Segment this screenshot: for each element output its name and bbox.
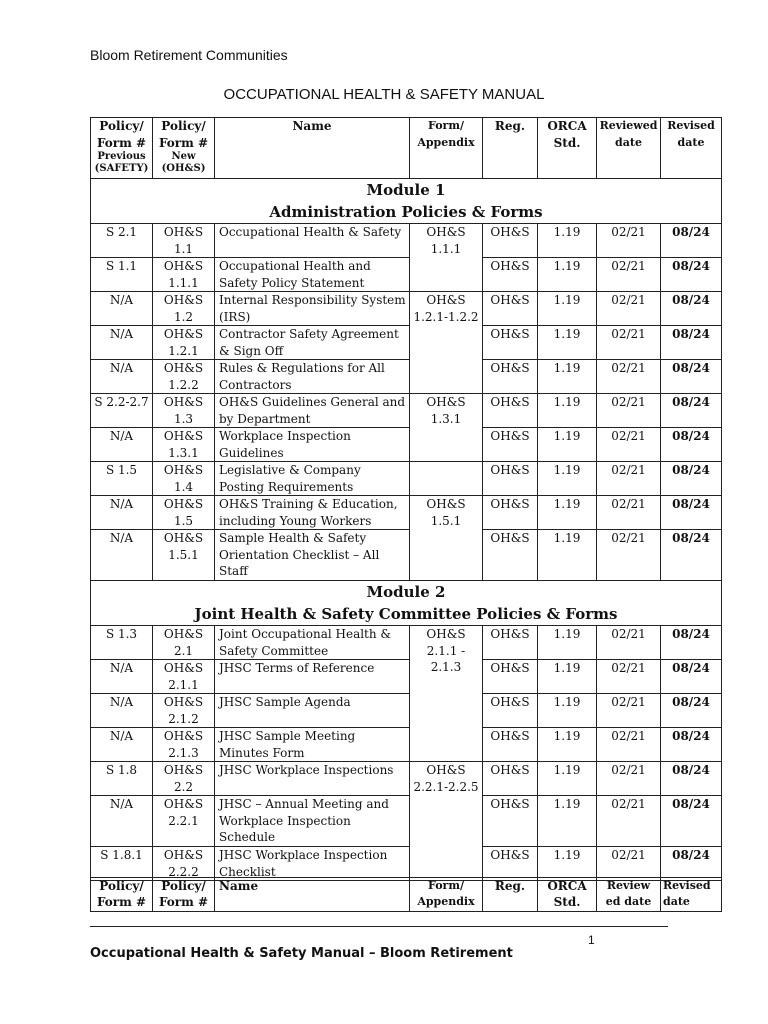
policy-previous: N/A bbox=[91, 496, 153, 530]
policy-new: OH&S 2.1.1 bbox=[153, 660, 215, 694]
table-row bbox=[91, 428, 722, 462]
form-appendix: OH&S 1.5.1 bbox=[410, 496, 483, 581]
module-2-title: Module 2 bbox=[366, 583, 446, 601]
policy-previous: S 1.3 bbox=[91, 626, 153, 660]
policy-name: JHSC Sample Agenda bbox=[215, 694, 410, 728]
reg: OH&S bbox=[483, 394, 538, 428]
policy-name: JHSC Workplace Inspections bbox=[215, 762, 410, 796]
reg: OH&S bbox=[483, 694, 538, 728]
policy-new: OH&S 1.1.1 bbox=[153, 258, 215, 292]
form-appendix: OH&S 1.2.1-1.2.2 bbox=[410, 292, 483, 394]
form-appendix: OH&S 2.2.1-2.2.5 bbox=[410, 762, 483, 881]
policy-previous: N/A bbox=[91, 326, 153, 360]
reviewed-date: 02/21 bbox=[597, 428, 661, 462]
reg: OH&S bbox=[483, 496, 538, 530]
reviewed-date: 02/21 bbox=[597, 496, 661, 530]
orca-std: 1.19 bbox=[538, 847, 597, 881]
reviewed-date: 02/21 bbox=[597, 360, 661, 394]
reg: OH&S bbox=[483, 762, 538, 796]
reviewed-date: 02/21 bbox=[597, 326, 661, 360]
revised-date: 08/24 bbox=[661, 360, 722, 394]
policy-new: OH&S 2.2 bbox=[153, 762, 215, 796]
table-row bbox=[91, 847, 722, 881]
policy-name: OH&S Training & Education, including Young Workers bbox=[215, 496, 410, 530]
revised-date: 08/24 bbox=[661, 796, 722, 847]
policy-new: OH&S 1.3.1 bbox=[153, 428, 215, 462]
revised-date: 08/24 bbox=[661, 530, 722, 581]
table-row bbox=[91, 360, 722, 394]
reg: OH&S bbox=[483, 462, 538, 496]
orca-std: 1.19 bbox=[538, 660, 597, 694]
policy-name: Occupational Health and Safety Policy Statement bbox=[215, 258, 410, 292]
footer-header-orca: ORCA Std. bbox=[538, 878, 597, 912]
reg: OH&S bbox=[483, 796, 538, 847]
orca-std: 1.19 bbox=[538, 496, 597, 530]
table-row bbox=[91, 326, 722, 360]
reviewed-date: 02/21 bbox=[597, 258, 661, 292]
reviewed-date: 02/21 bbox=[597, 626, 661, 660]
table-row bbox=[91, 530, 722, 581]
column-header-policy-new: Policy/ Form # New (OH&S) bbox=[153, 118, 215, 179]
policy-name: Internal Responsibility System (IRS) bbox=[215, 292, 410, 326]
policy-name: JHSC Sample Meeting Minutes Form bbox=[215, 728, 410, 762]
revised-date: 08/24 bbox=[661, 258, 722, 292]
column-header-policy-previous: Policy/ Form # Previous (SAFETY) bbox=[91, 118, 153, 179]
policy-previous: N/A bbox=[91, 428, 153, 462]
policy-new: OH&S 1.3 bbox=[153, 394, 215, 428]
form-appendix: OH&S 2.1.1 - 2.1.3 bbox=[410, 626, 483, 762]
policy-previous: N/A bbox=[91, 530, 153, 581]
organization-name: Bloom Retirement Communities bbox=[90, 47, 288, 63]
table-row bbox=[91, 694, 722, 728]
table-row bbox=[91, 660, 722, 694]
revised-date: 08/24 bbox=[661, 496, 722, 530]
reg: OH&S bbox=[483, 847, 538, 881]
policy-previous: S 1.1 bbox=[91, 258, 153, 292]
table-row bbox=[91, 762, 722, 796]
footer-header-name: Name bbox=[215, 878, 410, 912]
column-header-form-appendix: Form/ Appendix bbox=[410, 118, 483, 179]
table-row bbox=[91, 224, 722, 258]
policy-new: OH&S 1.5.1 bbox=[153, 530, 215, 581]
reviewed-date: 02/21 bbox=[597, 462, 661, 496]
revised-date: 08/24 bbox=[661, 660, 722, 694]
orca-std: 1.19 bbox=[538, 224, 597, 258]
policy-name: Occupational Health & Safety bbox=[215, 224, 410, 258]
orca-std: 1.19 bbox=[538, 428, 597, 462]
orca-std: 1.19 bbox=[538, 292, 597, 326]
table-row bbox=[91, 394, 722, 428]
revised-date: 08/24 bbox=[661, 728, 722, 762]
reviewed-date: 02/21 bbox=[597, 694, 661, 728]
revised-date: 08/24 bbox=[661, 694, 722, 728]
reg: OH&S bbox=[483, 360, 538, 394]
column-header-orca-std: ORCA Std. bbox=[538, 118, 597, 179]
orca-std: 1.19 bbox=[538, 626, 597, 660]
policy-previous: N/A bbox=[91, 796, 153, 847]
policy-previous: N/A bbox=[91, 728, 153, 762]
policy-name: Contractor Safety Agreement & Sign Off bbox=[215, 326, 410, 360]
reg: OH&S bbox=[483, 530, 538, 581]
orca-std: 1.19 bbox=[538, 394, 597, 428]
reg: OH&S bbox=[483, 660, 538, 694]
module-1-subtitle: Administration Policies & Forms bbox=[269, 203, 543, 221]
table-header-row bbox=[91, 118, 722, 179]
table-row bbox=[91, 462, 722, 496]
reviewed-date: 02/21 bbox=[597, 660, 661, 694]
reg: OH&S bbox=[483, 626, 538, 660]
revised-date: 08/24 bbox=[661, 462, 722, 496]
revised-date: 08/24 bbox=[661, 326, 722, 360]
policy-name: OH&S Guidelines General and by Department bbox=[215, 394, 410, 428]
page-footer: Occupational Health & Safety Manual – Bloom Retirement bbox=[90, 946, 513, 961]
orca-std: 1.19 bbox=[538, 258, 597, 292]
reviewed-date: 02/21 bbox=[597, 847, 661, 881]
module-2-subtitle: Joint Health & Safety Committee Policies & Forms bbox=[194, 605, 618, 623]
continuation-header-table bbox=[90, 877, 722, 912]
policy-new: OH&S 1.1 bbox=[153, 224, 215, 258]
orca-std: 1.19 bbox=[538, 326, 597, 360]
footer-header-policy-1: Policy/ Form # bbox=[91, 878, 153, 912]
table-row bbox=[91, 258, 722, 292]
form-appendix bbox=[410, 462, 483, 496]
form-appendix: OH&S 1.1.1 bbox=[410, 224, 483, 292]
policy-previous: N/A bbox=[91, 360, 153, 394]
module-1-title: Module 1 bbox=[366, 181, 446, 199]
policy-name: JHSC – Annual Meeting and Workplace Inspection Schedule bbox=[215, 796, 410, 847]
table-row bbox=[91, 292, 722, 326]
reviewed-date: 02/21 bbox=[597, 728, 661, 762]
policy-new: OH&S 2.1.3 bbox=[153, 728, 215, 762]
footer-header-reg: Reg. bbox=[483, 878, 538, 912]
reviewed-date: 02/21 bbox=[597, 224, 661, 258]
revised-date: 08/24 bbox=[661, 428, 722, 462]
revised-date: 08/24 bbox=[661, 626, 722, 660]
table-row bbox=[91, 626, 722, 660]
reg: OH&S bbox=[483, 728, 538, 762]
policy-name: Legislative & Company Posting Requirements bbox=[215, 462, 410, 496]
policy-name: Sample Health & Safety Orientation Checklist – All Staff bbox=[215, 530, 410, 581]
revised-date: 08/24 bbox=[661, 224, 722, 258]
policy-previous: S 2.2-2.7 bbox=[91, 394, 153, 428]
policy-new: OH&S 1.4 bbox=[153, 462, 215, 496]
table-row bbox=[91, 728, 722, 762]
reviewed-date: 02/21 bbox=[597, 530, 661, 581]
revised-date: 08/24 bbox=[661, 847, 722, 881]
policy-previous: N/A bbox=[91, 694, 153, 728]
form-appendix: OH&S 1.3.1 bbox=[410, 394, 483, 462]
page-number: 1 bbox=[588, 933, 595, 947]
policy-new: OH&S 2.1.2 bbox=[153, 694, 215, 728]
reg: OH&S bbox=[483, 292, 538, 326]
policy-new: OH&S 1.5 bbox=[153, 496, 215, 530]
policy-new: OH&S 1.2.1 bbox=[153, 326, 215, 360]
table-row bbox=[91, 796, 722, 847]
policy-previous: S 1.8.1 bbox=[91, 847, 153, 881]
policy-previous: S 2.1 bbox=[91, 224, 153, 258]
reg: OH&S bbox=[483, 428, 538, 462]
module-2-heading bbox=[91, 581, 722, 626]
policy-name: Joint Occupational Health & Safety Committee bbox=[215, 626, 410, 660]
reg: OH&S bbox=[483, 224, 538, 258]
column-header-reviewed-date: Reviewed date bbox=[597, 118, 661, 179]
policy-name: Workplace Inspection Guidelines bbox=[215, 428, 410, 462]
orca-std: 1.19 bbox=[538, 762, 597, 796]
orca-std: 1.19 bbox=[538, 728, 597, 762]
policy-previous: N/A bbox=[91, 660, 153, 694]
policy-new: OH&S 1.2 bbox=[153, 292, 215, 326]
revised-date: 08/24 bbox=[661, 292, 722, 326]
footer-header-form-appendix: Form/ Appendix bbox=[410, 878, 483, 912]
footer-header-policy-2: Policy/ Form # bbox=[153, 878, 215, 912]
policy-new: OH&S 2.2.1 bbox=[153, 796, 215, 847]
orca-std: 1.19 bbox=[538, 360, 597, 394]
table-row bbox=[91, 496, 722, 530]
policy-index-table bbox=[90, 117, 722, 881]
policy-name: JHSC Terms of Reference bbox=[215, 660, 410, 694]
continuation-header-row bbox=[91, 878, 722, 912]
policy-previous: S 1.5 bbox=[91, 462, 153, 496]
reviewed-date: 02/21 bbox=[597, 762, 661, 796]
orca-std: 1.19 bbox=[538, 796, 597, 847]
policy-previous: N/A bbox=[91, 292, 153, 326]
policy-previous: S 1.8 bbox=[91, 762, 153, 796]
reg: OH&S bbox=[483, 326, 538, 360]
revised-date: 08/24 bbox=[661, 762, 722, 796]
reviewed-date: 02/21 bbox=[597, 394, 661, 428]
footer-divider bbox=[90, 926, 668, 927]
column-header-reg: Reg. bbox=[483, 118, 538, 179]
reviewed-date: 02/21 bbox=[597, 292, 661, 326]
footer-header-reviewed: Review ed date bbox=[597, 878, 661, 912]
policy-name: Rules & Regulations for All Contractors bbox=[215, 360, 410, 394]
reg: OH&S bbox=[483, 258, 538, 292]
column-header-revised-date: Revised date bbox=[661, 118, 722, 179]
orca-std: 1.19 bbox=[538, 694, 597, 728]
policy-name: JHSC Workplace Inspection Checklist bbox=[215, 847, 410, 881]
revised-date: 08/24 bbox=[661, 394, 722, 428]
policy-new: OH&S 2.1 bbox=[153, 626, 215, 660]
document-title: OCCUPATIONAL HEALTH & SAFETY MANUAL bbox=[223, 86, 545, 103]
column-header-name: Name bbox=[215, 118, 410, 179]
footer-header-revised: Revised date bbox=[661, 878, 722, 912]
policy-new: OH&S 2.2.2 bbox=[153, 847, 215, 881]
orca-std: 1.19 bbox=[538, 462, 597, 496]
orca-std: 1.19 bbox=[538, 530, 597, 581]
policy-new: OH&S 1.2.2 bbox=[153, 360, 215, 394]
reviewed-date: 02/21 bbox=[597, 796, 661, 847]
module-1-heading bbox=[91, 179, 722, 224]
